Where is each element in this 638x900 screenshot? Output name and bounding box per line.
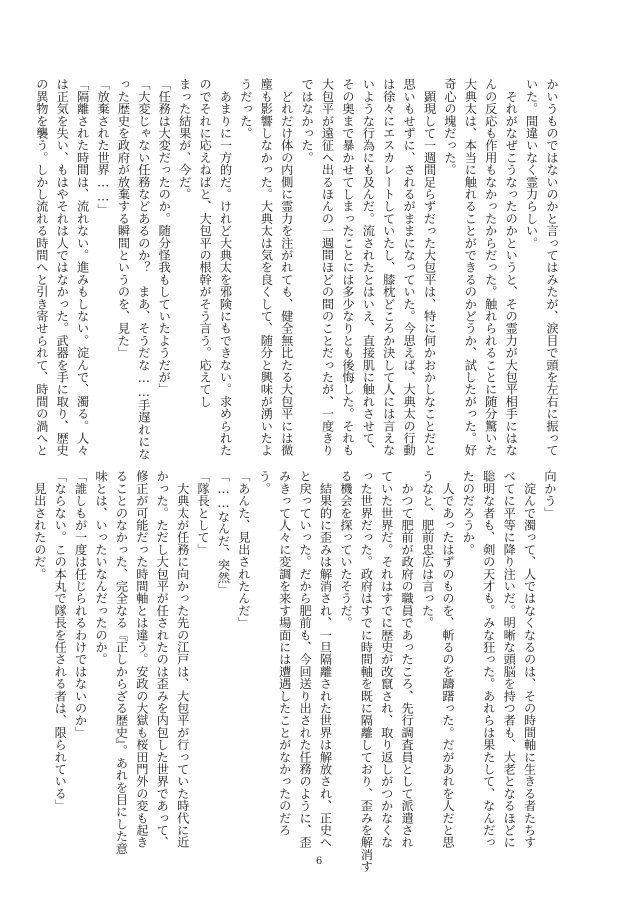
text-column: 大包平が遠征へ出るほんの一週間ほどの間のことだったが、一度きり xyxy=(320,78,335,457)
text-column: 「任務は大変だったのか。随分怪我もしていたようだが」 xyxy=(157,78,172,396)
text-column: 「誰しもが一度は任じられるわけではないのか」 xyxy=(73,470,88,739)
text-column: どれだけ体の内側に霊力を注がれても、健全無比たる大包平には微 xyxy=(279,78,294,457)
text-column: あまりに一方的だ。けれど大典太を邪険にもできない。求められた xyxy=(218,78,233,457)
text-column: 奇心の塊だった。 xyxy=(442,78,457,176)
text-column: った歴史を政府が放棄する瞬間というのを、見た」 xyxy=(116,78,131,359)
text-column: いような行為にも及んだ。流されたとはいえ、直接肌に触れさせて、 xyxy=(361,78,376,457)
text-column: 結果的に歪みは解消され、一旦隔離された世界は解放され、正史へ xyxy=(318,470,333,849)
text-column: べてに平等に降り注いだ。明晰な頭脳を持つ者も、大老となるほどに xyxy=(502,470,517,849)
text-column: 見出されたのだ。 xyxy=(32,470,47,580)
text-column: 「ならない。この本丸で隊長を任される者は、限られている」 xyxy=(53,470,68,812)
text-column: かった。ただし大包平が任されたのは歪みを内包した世界であって、 xyxy=(155,470,170,849)
text-column: 人であったはずのものを、斬るのを躊躇った。だがあれを人だと思 xyxy=(440,470,455,849)
text-column: 「隔離された時間は、流れない。進みもしない。淀んで、濁る。人々 xyxy=(75,78,90,457)
text-column: 大典太は、本当に触れることができるのかどうか、試したがった。好 xyxy=(463,78,478,457)
text-column: ることのなかった、完全なる『正しからざる歴史』。あれを目にした意 xyxy=(114,470,129,855)
text-column: 塵も影響しなかった。大典太は気を良くして、随分と興味が湧いたよ xyxy=(259,78,274,457)
text-column: かいうものではないのかと言ってはみたが、涙目で頭を左右に振って xyxy=(545,78,559,457)
text-column: と戻っていった。だから肥前も、今回送り出された任務のように、歪 xyxy=(298,470,313,849)
text-column: る機会を探っていたそうだ。 xyxy=(338,470,353,629)
text-column: ではなかった。 xyxy=(300,78,315,164)
text-column: った世界だった。政府はすでに時間軸を既に隔離しており、歪みを解消す xyxy=(359,470,374,873)
text-column: の異物を襲う。しかし流れる時間へと引き寄せられて、時間の渦へと xyxy=(34,78,49,457)
text-column: 向かう」 xyxy=(543,470,557,519)
text-column: 聡明な者も、剣の天才も。みな狂った。あれらは果たして、なんだっ xyxy=(481,470,496,849)
text-column: うだった。 xyxy=(238,78,253,139)
text-column: 顕現して一週間足らずだった大包平は、特に何かおかしなことだと xyxy=(422,78,437,457)
text-column: 「……なんだ、突然」 xyxy=(216,470,231,596)
text-column: う。 xyxy=(257,470,272,495)
text-column: 修正が可能だった時間軸とは違う。安政の大獄も桜田門外の変も起き xyxy=(134,470,149,849)
text-block-bottom xyxy=(32,470,560,873)
text-column: のでそれに応えねばと、大包平の根幹がそう言う。応えてし xyxy=(198,78,213,408)
text-column: いた。間違いなく霊力らしい。 xyxy=(524,78,539,249)
text-column: かつて肥前が政府の職員であったころ、先行調査員として派遣され xyxy=(400,470,415,849)
text-column: それがなぜこうなったのかというと、その霊力が大包平相手にはな xyxy=(504,78,519,457)
text-column: みきって人々に変調を来す場面には遭遇したことがなかったのだろ xyxy=(277,470,292,836)
text-block-top xyxy=(34,78,562,460)
text-column: は正気を失い、もはやそれは人ではなかった。武器を手に取り、歴史 xyxy=(55,78,70,457)
text-column: は徐々にエスカレートしていたし、膝枕どころか決して人には言えな xyxy=(381,78,396,457)
text-column: んの反応も作用もなかったからだった。触れられることに随分驚いた xyxy=(483,78,498,457)
text-column: 「あんた、見出されたんだ」 xyxy=(236,470,251,629)
text-column: 「大変じゃない任務などあるのか？ まあ、そうだな……手遅れにな xyxy=(136,78,151,460)
text-column: 「放棄された世界……」 xyxy=(96,78,111,216)
text-column: まった結果が、今だ。 xyxy=(177,78,192,200)
text-column: 淀んで濁って、人ではなくなるのは、その時間軸に生きる者たちす xyxy=(522,470,537,849)
text-column: ていた世界だ。それはすでに歴史が改竄され、取り返しがつかなくな xyxy=(379,470,394,849)
text-column: 大典太が任務に向かった先の江戸は、大包平が行っていた時代に近 xyxy=(175,470,190,849)
text-column: うなと、肥前忠広は言った。 xyxy=(420,470,435,629)
text-column: その奥まで暴かせてしまったことには多少なりとも後悔した。それも xyxy=(340,78,355,457)
page-number: 6 xyxy=(315,856,323,867)
text-column: 思いもせずに、されるがままになっていた。今思えば、大典太の行動 xyxy=(402,78,417,457)
text-column: たのだろうか。 xyxy=(461,470,476,556)
text-column: 「隊長として」 xyxy=(196,470,211,556)
text-column: 味とは、いったいなんだったのか。 xyxy=(94,470,109,666)
